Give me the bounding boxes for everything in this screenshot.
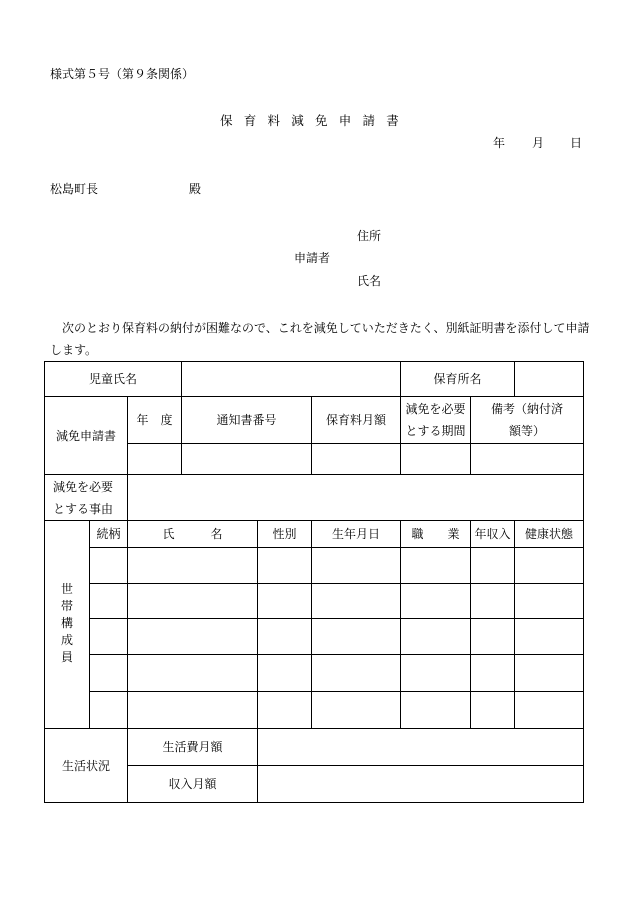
household-row — [45, 655, 584, 692]
date-year-label: 年 — [493, 136, 506, 150]
child-name-field[interactable] — [182, 362, 401, 397]
sex-header: 性別 — [258, 521, 312, 548]
application-label: 減免申請書 — [45, 397, 128, 475]
health-header: 健康状態 — [515, 521, 584, 548]
birthdate-header: 生年月日 — [312, 521, 401, 548]
form-number: 様式第５号（第９条関係） — [50, 67, 195, 81]
date-month-label: 月 — [532, 136, 545, 150]
addressee-name: 松島町長 — [50, 182, 99, 196]
reason-label: 減免を必要とする事由 — [53, 479, 114, 516]
addressee-honorific: 殿 — [189, 182, 202, 196]
income-monthly-field[interactable] — [258, 766, 584, 803]
remarks-field[interactable] — [471, 444, 584, 475]
notice-number-field[interactable] — [182, 444, 312, 475]
applicant-label: 申請者 — [294, 251, 331, 265]
living-label: 生活状況 — [45, 729, 128, 803]
remarks-label: 備考（納付済額等） — [491, 402, 564, 438]
nursery-name-label: 保育所名 — [401, 362, 515, 397]
child-name-label: 児童氏名 — [45, 362, 182, 397]
notice-number-label: 通知書番号 — [182, 397, 312, 444]
applicant-name-label: 氏名 — [357, 274, 382, 288]
monthly-fee-field[interactable] — [312, 444, 401, 475]
household-header-row — [45, 521, 584, 548]
member-name-header: 氏 名 — [128, 521, 258, 548]
form-title: 保育料減免申請書 — [220, 113, 411, 128]
application-header-row — [45, 397, 584, 444]
fiscal-year-label: 年 度 — [128, 397, 182, 444]
household-row — [45, 548, 584, 584]
living-cost-row — [45, 729, 584, 766]
occupation-header: 職 業 — [401, 521, 471, 548]
application-table — [44, 361, 584, 803]
monthly-fee-label: 保育料月額 — [312, 397, 401, 444]
period-label: 減免を必要とする期間 — [405, 402, 466, 438]
income-header: 年収入 — [471, 521, 515, 548]
income-monthly-label: 収入月額 — [128, 766, 258, 803]
household-row — [45, 584, 584, 619]
living-cost-field[interactable] — [258, 729, 584, 766]
reason-field[interactable] — [128, 475, 584, 521]
period-field[interactable] — [401, 444, 471, 475]
household-label: 世帯構成員 — [61, 582, 74, 664]
household-row — [45, 619, 584, 655]
child-row — [45, 362, 584, 397]
household-row — [45, 692, 584, 729]
body-text: 次のとおり保育料の納付が困難なので、これを減免していただきたく、別紙証明書を添付して申請します。 — [50, 321, 590, 357]
relation-header: 続柄 — [90, 521, 128, 548]
fiscal-year-field[interactable] — [128, 444, 182, 475]
address-label: 住所 — [357, 229, 382, 243]
living-cost-label: 生活費月額 — [128, 729, 258, 766]
date-day-label: 日 — [570, 136, 583, 150]
reason-row — [45, 475, 584, 521]
nursery-name-field[interactable] — [515, 362, 584, 397]
